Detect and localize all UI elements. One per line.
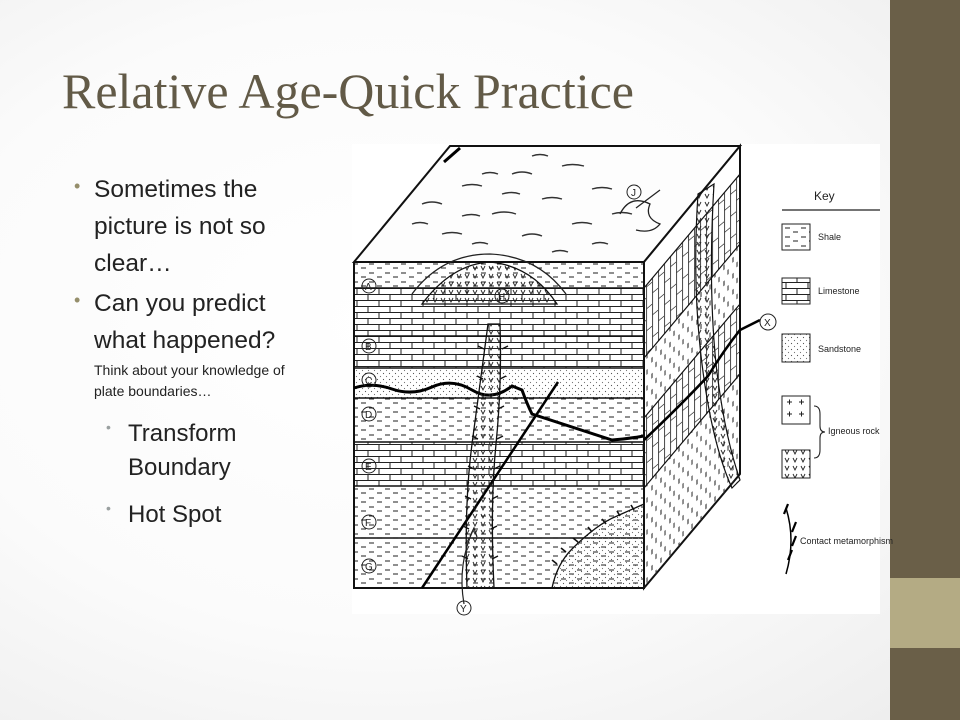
label-g: G	[365, 562, 373, 573]
bullet-text: Can you predict what happened?	[94, 290, 276, 354]
front-face	[354, 262, 644, 604]
bullet-dot-icon: •	[74, 176, 81, 196]
bullet-item	[72, 172, 312, 282]
label-x: X	[764, 318, 771, 329]
diagram-key	[782, 189, 893, 574]
sub-bullet-item	[102, 417, 312, 484]
label-c: C	[365, 376, 373, 387]
bullet-list	[72, 172, 312, 532]
bullet-text: Sometimes the picture is not so clear…	[94, 176, 266, 277]
geologic-cross-section-diagram	[352, 144, 894, 615]
label-y: Y	[460, 604, 467, 615]
label-b: B	[365, 342, 372, 353]
bullet-dot-icon: •	[106, 500, 111, 517]
key-limestone: Limestone	[818, 286, 860, 296]
key-title: Key	[814, 189, 835, 203]
label-d: D	[365, 410, 373, 421]
label-h: H	[498, 292, 506, 303]
sub-bullet-item	[102, 498, 312, 532]
key-contact: Contact metamorphism	[800, 536, 894, 546]
label-f: F	[365, 518, 372, 529]
bullet-subtext: Think about your knowledge of plate boundaries…	[94, 361, 285, 400]
sub-bullet-text: Transform Boundary	[128, 420, 237, 481]
diagram-svg	[352, 144, 894, 615]
bullet-item	[72, 286, 312, 403]
key-sandstone: Sandstone	[818, 344, 862, 354]
sidebar-accent	[890, 578, 960, 648]
label-j: J	[631, 188, 636, 199]
slide-title: Relative Age-Quick Practice	[62, 63, 634, 119]
label-e: E	[365, 462, 372, 473]
key-igneous: Igneous rock	[828, 426, 880, 436]
key-shale: Shale	[818, 232, 842, 242]
label-a: A	[365, 282, 372, 293]
bullet-dot-icon: •	[74, 290, 81, 311]
sub-bullet-text: Hot Spot	[128, 501, 222, 529]
bullet-dot-icon: •	[106, 419, 111, 436]
